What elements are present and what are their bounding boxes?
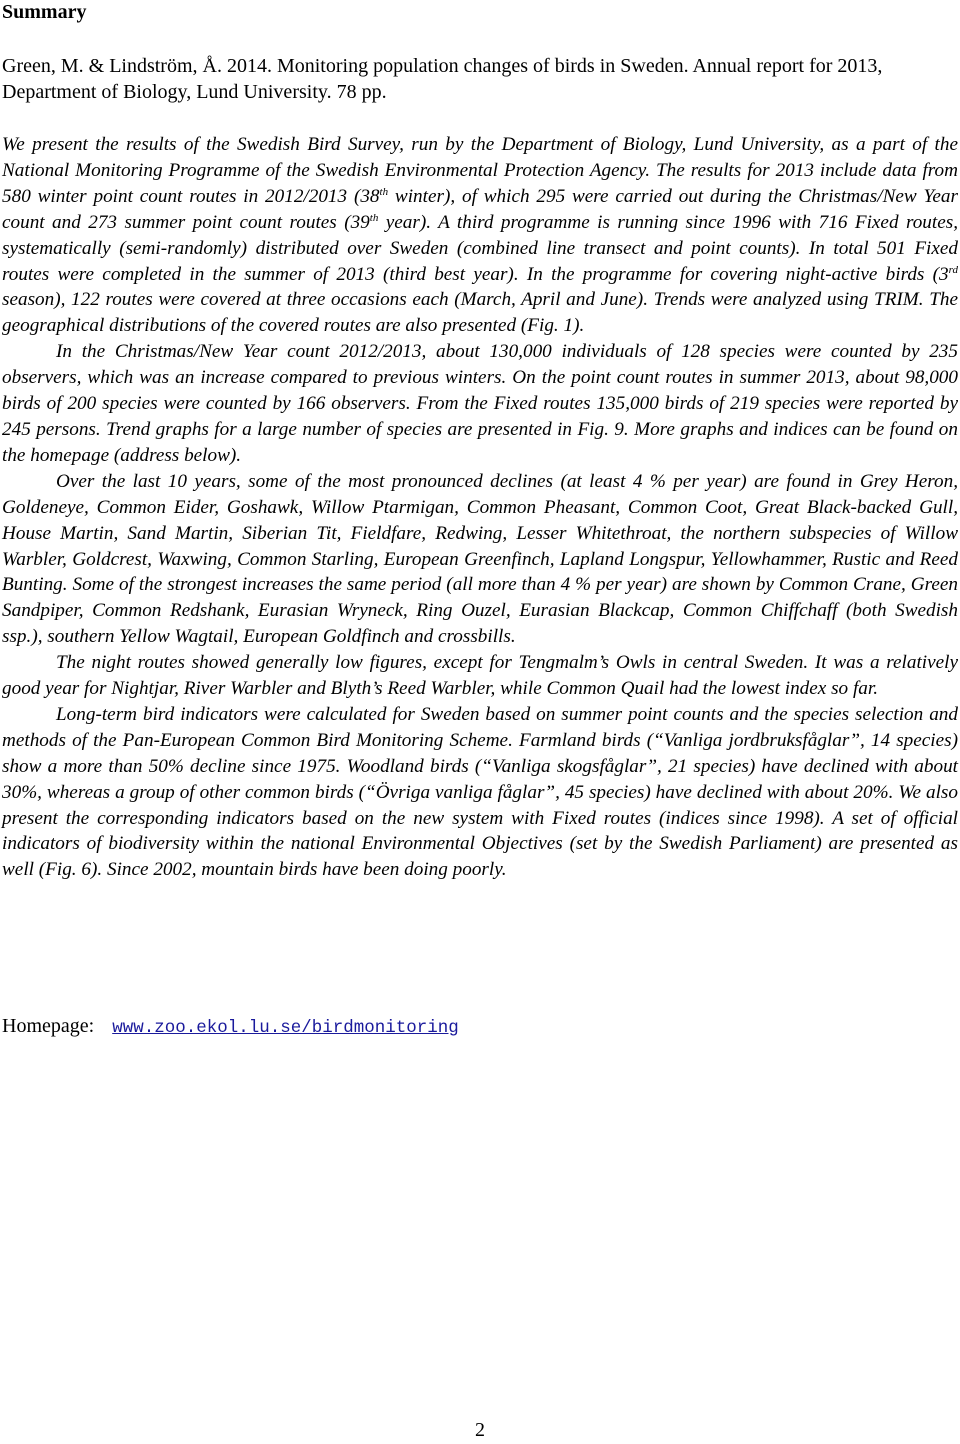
- ordinal-superscript: rd: [948, 263, 958, 276]
- paragraph-text: year). A third programme is running since 1996 with 716 Fixed routes, systematically (semi-randomly) distributed over Sweden (combined line transect and point counts). In total 501 Fixed routes were completed in the summer of 2013 (third best year). In the programme for covering night-active birds (3: [2, 211, 959, 285]
- paragraph-survey-overview: [2, 132, 958, 339]
- paragraph-text: We present the results of the Swedish Bird Survey, run by the Department of Biology, Lund University, as a part of the National Monitoring Programme of the Swedish Environmental Protection Agency. The results for 2013 include data from 580 winter point count routes in 2012/2013 (38: [2, 134, 958, 207]
- page-number: 2: [475, 1419, 485, 1441]
- ordinal-superscript: th: [379, 185, 389, 198]
- homepage-link[interactable]: www.zoo.ekol.lu.se/birdmonitoring: [112, 1018, 459, 1038]
- section-heading: Summary: [2, 1, 87, 23]
- paragraph-indicators: Long-term bird indicators were calculated for Sweden based on summer point counts and the species selection and methods of the Pan-European Common Bird Monitoring Scheme. Farmland birds (“Vanliga jordbruksfåglar”, 14 species) show a more than 50% decline since 1975. Woodland birds (“Vanliga skogsfåglar”, 21 species) have declined with about 30%, whereas a group of other common birds (“Övriga vanliga fåglar”, 45 species) have declined with about 20%. We also present the corresponding indicators based on the new system with Fixed routes (indices since 1998). A set of official indicators of biodiversity within the national Environmental Objectives (set by the Swedish Parliament) are presented as well (Fig. 6). Since 2002, mountain birds have been doing poorly.: [2, 703, 958, 881]
- paragraph-text: winter), of which 295 were carried out during the Christmas/New Year count and 273 summer point count routes (39: [2, 185, 958, 233]
- paragraph-text: season), 122 routes were covered at three occasions each (March, April and June). Trends were analyzed using TRIM. The geographical distributions of the covered routes are also presented (Fig. 1).: [2, 289, 958, 337]
- homepage-label: Homepage:: [2, 1015, 95, 1037]
- abstract: [2, 132, 958, 883]
- paragraph-counts: In the Christmas/New Year count 2012/2013, about 130,000 individuals of 128 species were counted by 235 observers, which was an increase compared to previous winters. On the point count routes in summer 2013, about 98,000 birds of 200 species were counted by 166 observers. From the Fixed routes 135,000 birds of 219 species were reported by 245 persons. Trend graphs for a large number of species are presented in Fig. 9. More graphs and indices can be found on the homepage (address below).: [2, 341, 958, 466]
- paragraph-trends: Over the last 10 years, some of the most pronounced declines (at least 4 % per year) are found in Grey Heron, Goldeneye, Common Eider, Goshawk, Willow Ptarmigan, Common Pheasant, Common Coot, Great Black-backed Gull, House Martin, Sand Martin, Siberian Tit, Fieldfare, Redwing, Lesser Whitethroat, the northern subspecies of Willow Warbler, Goldcrest, Waxwing, Common Starling, European Greenfinch, Lapland Longspur, Yellowhammer, Rustic and Reed Bunting. Some of the strongest increases the same period (all more than 4 % per year) are shown by Common Crane, Green Sandpiper, Common Redshank, Eurasian Wryneck, Ring Ouzel, Eurasian Blackcap, Common Chiffchaff (both Swedish ssp.), southern Yellow Wagtail, European Goldfinch and crossbills.: [2, 470, 958, 648]
- citation: Green, M. & Lindström, Å. 2014. Monitoring population changes of birds in Sweden. Annual report for 2013, Department of Biology, Lund University. 78 pp.: [2, 55, 883, 103]
- paragraph-night-routes: The night routes showed generally low figures, except for Tengmalm’s Owls in central Sweden. It was a relatively good year for Nightjar, River Warbler and Blyth’s Reed Warbler, while Common Quail had the lowest index so far.: [2, 652, 958, 700]
- ordinal-superscript: th: [369, 211, 379, 224]
- homepage-line: [2, 1014, 459, 1040]
